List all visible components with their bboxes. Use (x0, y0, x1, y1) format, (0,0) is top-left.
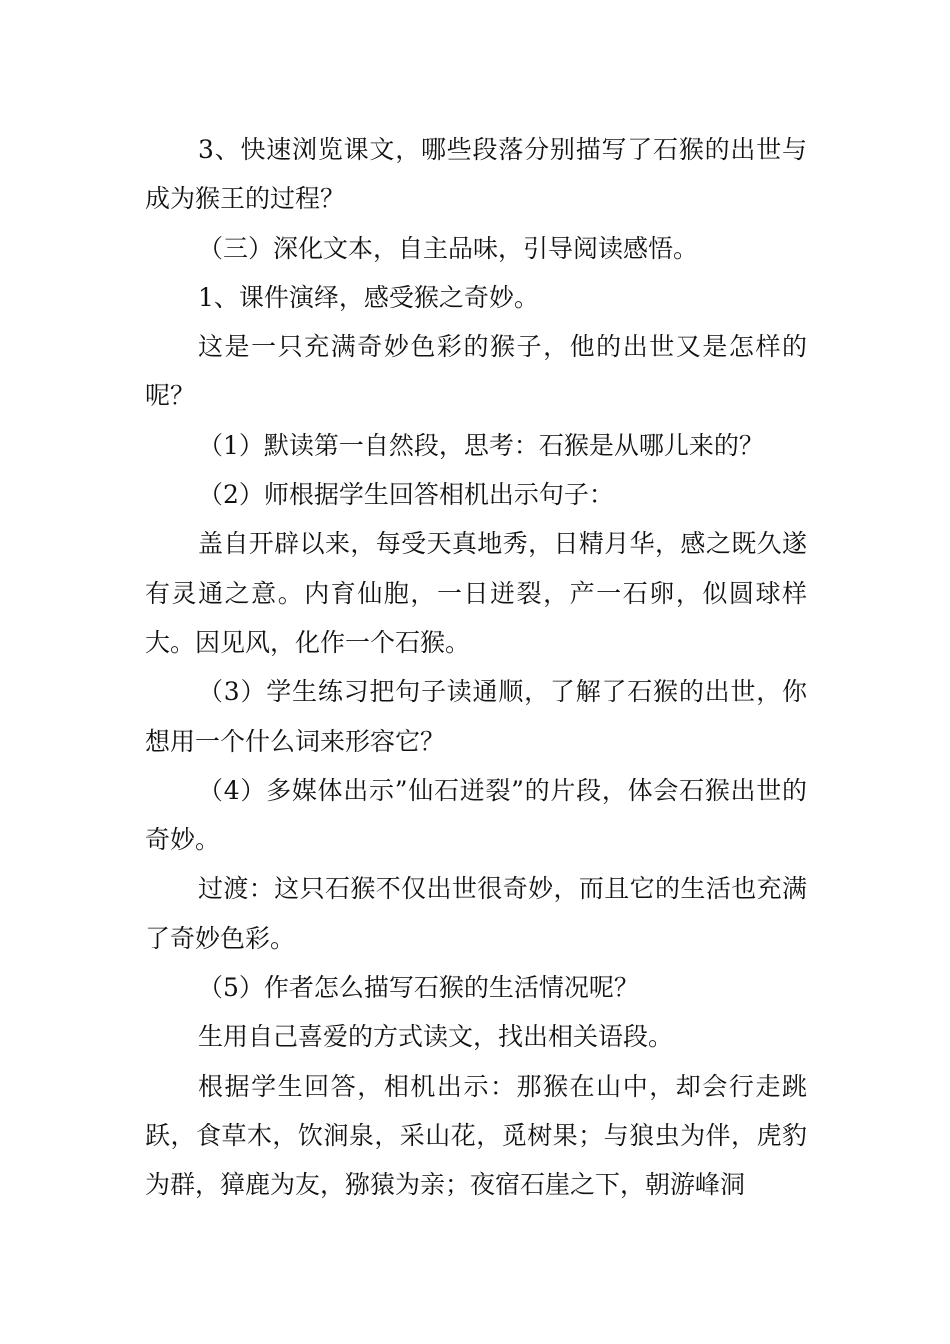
paragraph-3: 1、课件演绎，感受猴之奇妙。 (198, 282, 539, 312)
paragraph-11: （5）作者怎么描写石猴的生活情况呢？ (198, 973, 639, 1003)
paragraph-7: 盖自开辟以来，每受天真地秀，日精月华，感之既久遂有灵通之意。内育仙胞，一日迸裂，产一石卵，似圆球样大。因见风，化作一个石猴。 (145, 529, 807, 657)
paragraph-12: 生用自己喜爱的方式读文，找出相关语段。 (198, 1022, 674, 1052)
paragraph-2: （三）深化文本，自主品味，引导阅读感悟。 (198, 233, 699, 263)
paragraph-8: （3）学生练习把句子读通顺，了解了石猴的出世，你想用一个什么词来形容它？ (145, 677, 807, 756)
paragraph-9: （4）多媒体出示”仙石迸裂”的片段，体会石猴出世的奇妙。 (145, 775, 807, 855)
paragraph-1: 3、快速浏览课文，哪些段落分别描写了石猴的出世与成为猴王的过程？ (145, 135, 807, 214)
paragraph-13: 根据学生回答，相机出示：那猴在山中，却会行走跳跃，食草木，饮涧泉，采山花，觅树果；与狼虫为伴，虎豹为群，獐鹿为友，猕猿为亲；夜宿石崖之下，朝游峰洞 (145, 1071, 807, 1200)
paragraph-10: 过渡：这只石猴不仅出世很奇妙，而且它的生活也充满了奇妙色彩。 (145, 874, 807, 953)
paragraph-5: （1）默读第一自然段，思考：石猴是从哪儿来的？ (198, 430, 764, 460)
paragraph-4: 这是一只充满奇妙色彩的猴子，他的出世又是怎样的呢？ (145, 332, 807, 411)
paragraph-6: （2）师根据学生回答相机出示句子： (198, 480, 614, 510)
document-body (145, 125, 807, 1210)
